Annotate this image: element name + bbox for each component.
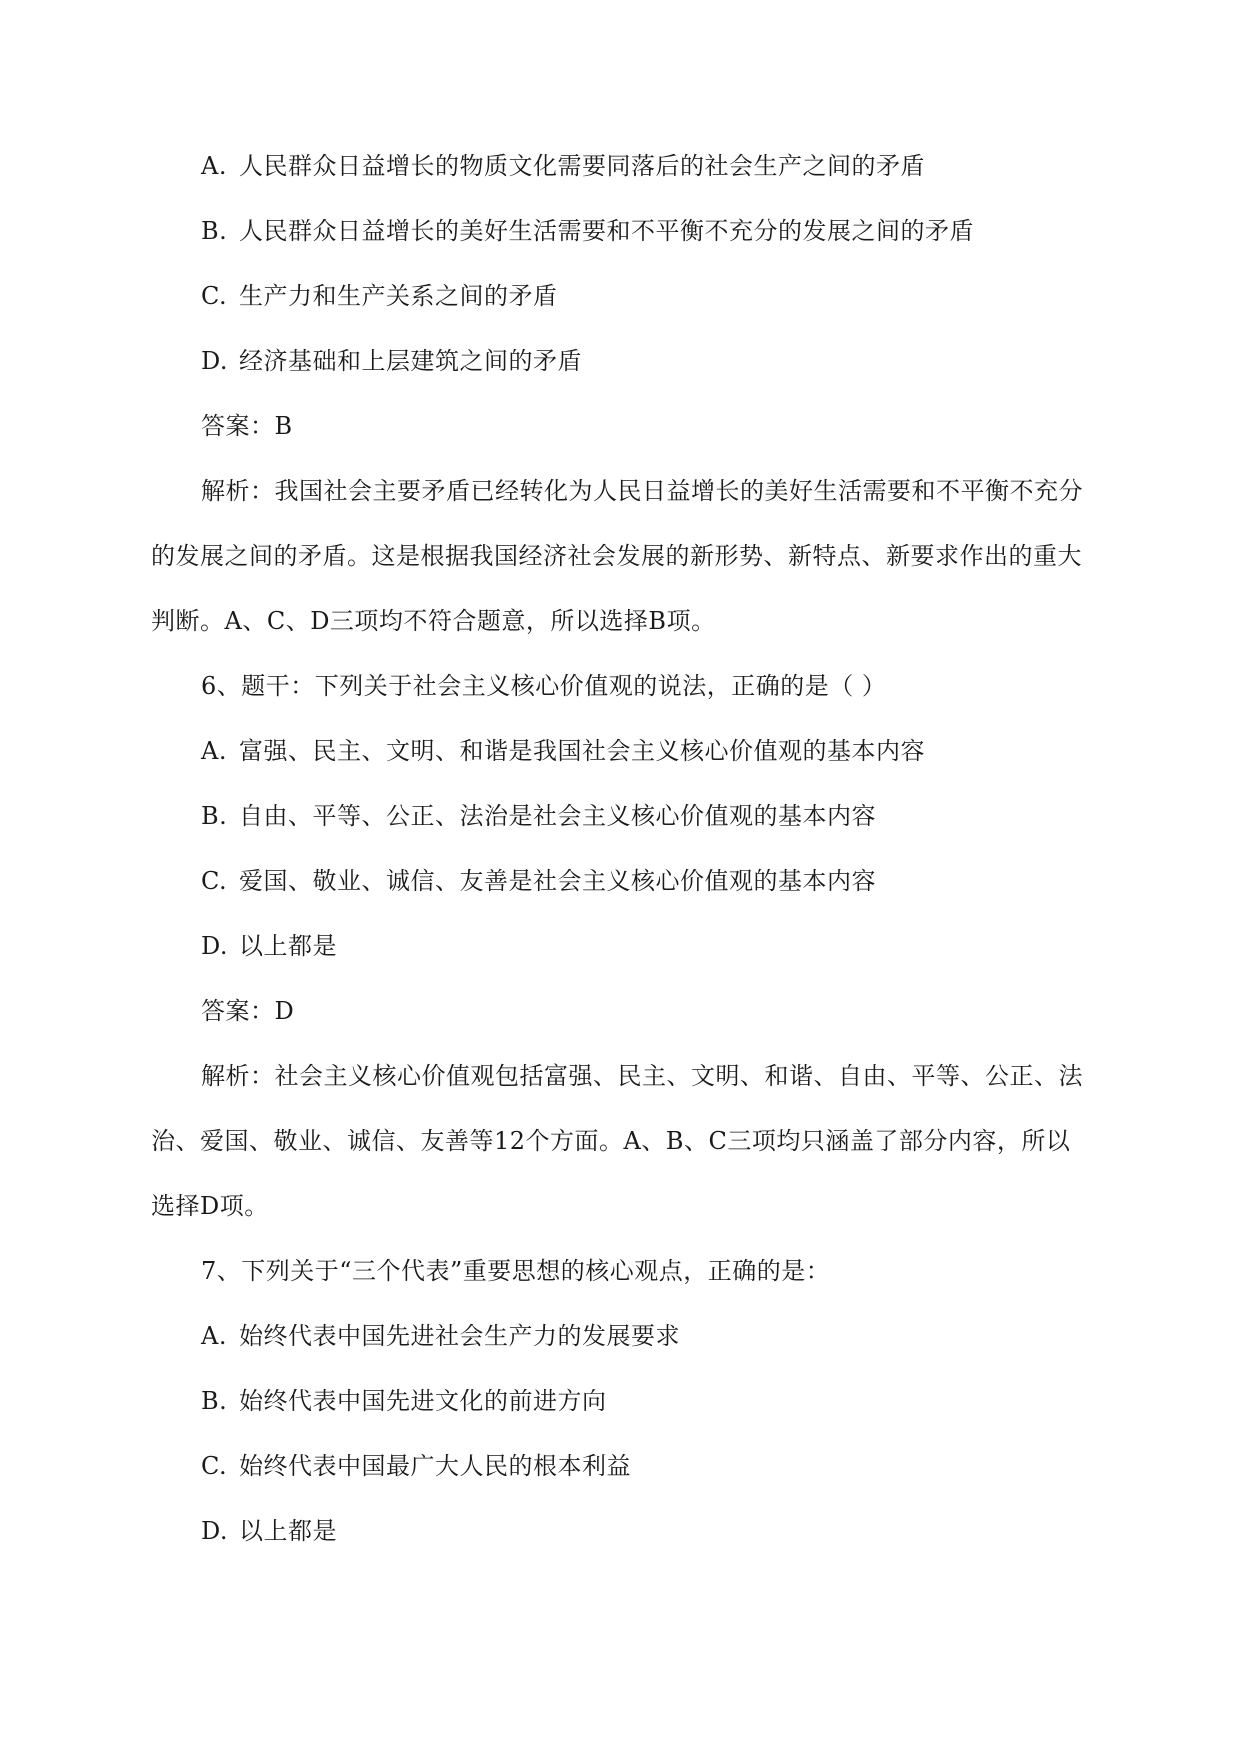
option-text: 始终代表中国最广大人民的根本利益 (239, 1452, 631, 1480)
option-text: 经济基础和上层建筑之间的矛盾 (239, 347, 582, 375)
q5-option-d (201, 346, 582, 376)
option-text: 富强、民主、文明、和谐是我国社会主义核心价值观的基本内容 (239, 737, 925, 765)
option-letter: B. (201, 217, 228, 245)
option-letter: B. (201, 802, 228, 830)
analysis-line: 解析：我国社会主要矛盾已经转化为人民日益增长的美好生活需要和不平衡不充分 (201, 477, 1083, 505)
option-text: 以上都是 (239, 1517, 337, 1545)
option-letter: A. (201, 152, 227, 180)
q6-option-d (201, 931, 337, 961)
option-text: 以上都是 (239, 932, 337, 960)
option-letter: B. (201, 1387, 228, 1415)
q6-option-c (201, 866, 876, 896)
analysis-line: 选择D项。 (151, 1192, 269, 1220)
option-letter: A. (201, 1322, 227, 1350)
option-letter: C. (201, 282, 228, 310)
analysis-line: 判断。A、C、D三项均不符合题意，所以选择B项。 (151, 607, 716, 635)
q5-answer: 答案：B (201, 412, 293, 440)
option-text: 自由、平等、公正、法治是社会主义核心价值观的基本内容 (239, 802, 876, 830)
option-text: 始终代表中国先进社会生产力的发展要求 (239, 1322, 680, 1350)
q6-option-a (201, 736, 925, 766)
option-letter: D. (201, 347, 229, 375)
q6-answer: 答案：D (201, 997, 295, 1025)
option-letter: C. (201, 1452, 228, 1480)
q5-option-c (201, 281, 558, 311)
q7-option-b (201, 1386, 607, 1416)
option-letter: A. (201, 737, 227, 765)
q5-option-b (201, 216, 974, 246)
option-letter: C. (201, 867, 228, 895)
option-text: 爱国、敬业、诚信、友善是社会主义核心价值观的基本内容 (239, 867, 876, 895)
option-text: 人民群众日益增长的物质文化需要同落后的社会生产之间的矛盾 (239, 152, 925, 180)
q7-stem: 7、下列关于“三个代表”重要思想的核心观点，正确的是： (201, 1257, 831, 1285)
q7-option-d (201, 1516, 337, 1546)
option-letter: D. (201, 1517, 229, 1545)
q5-option-a (201, 151, 925, 181)
q6-option-b (201, 801, 876, 831)
analysis-line: 的发展之间的矛盾。这是根据我国经济社会发展的新形势、新特点、新要求作出的重大 (151, 542, 1082, 570)
q7-option-c (201, 1451, 631, 1481)
option-text: 始终代表中国先进文化的前进方向 (239, 1387, 607, 1415)
analysis-line: 解析：社会主义核心价值观包括富强、民主、文明、和谐、自由、平等、公正、法 (201, 1062, 1083, 1090)
analysis-line: 治、爱国、敬业、诚信、友善等12个方面。A、B、C三项均只涵盖了部分内容，所以 (151, 1127, 1071, 1155)
q7-option-a (201, 1321, 680, 1351)
option-text: 生产力和生产关系之间的矛盾 (239, 282, 558, 310)
option-letter: D. (201, 932, 229, 960)
option-text: 人民群众日益增长的美好生活需要和不平衡不充分的发展之间的矛盾 (239, 217, 974, 245)
q6-stem: 6、题干：下列关于社会主义核心价值观的说法，正确的是（ ） (201, 672, 887, 700)
